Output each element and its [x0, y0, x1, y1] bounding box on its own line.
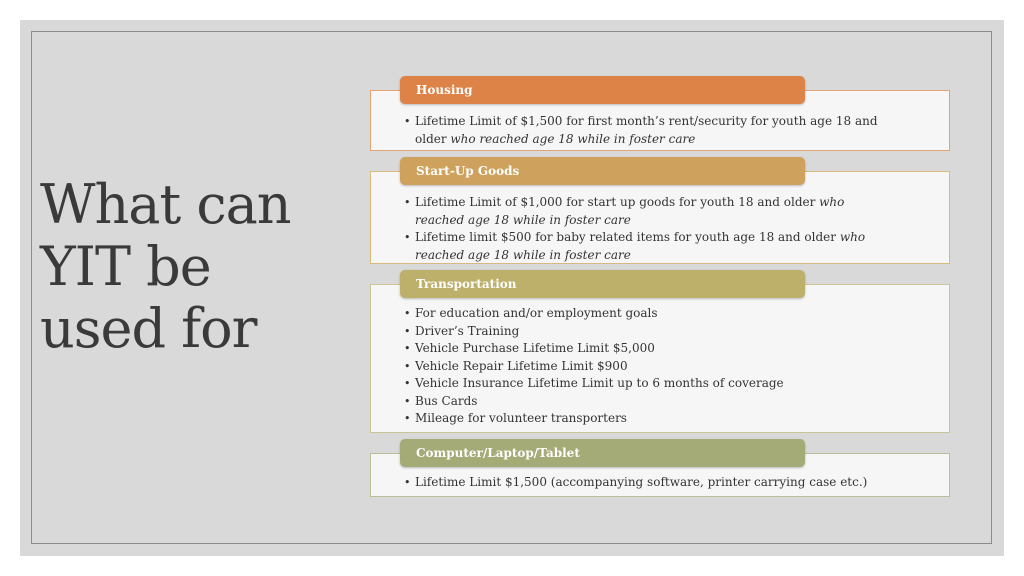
housing-header: Housing: [400, 76, 805, 104]
list-item: • Lifetime Limit of $1,500 for first month’s rent/security for youth age 18 and older who reached age 18 while in foster care: [415, 113, 949, 148]
list-item: • Lifetime limit $500 for baby related items for youth age 18 and older who reached age 18 while in foster care: [415, 229, 949, 264]
list-item: • Vehicle Repair Lifetime Limit $900: [415, 358, 949, 376]
list-item: • Vehicle Insurance Lifetime Limit up to 6 months of coverage: [415, 375, 949, 393]
list-item: • Vehicle Purchase Lifetime Limit $5,000: [415, 340, 949, 358]
transportation-list: [371, 305, 949, 428]
computer-list: [371, 474, 949, 492]
slide-title: [40, 174, 360, 360]
transportation-card: [370, 284, 950, 433]
list-item: • Driver’s Training: [415, 323, 949, 341]
list-item: • Lifetime Limit $1,500 (accompanying software, printer carrying case etc.): [415, 474, 949, 492]
list-item: • Mileage for volunteer transporters: [415, 410, 949, 428]
transportation-header: Transportation: [400, 270, 805, 298]
list-item: • Lifetime Limit of $1,000 for start up goods for youth 18 and older who reached age 18 while in foster care: [415, 194, 949, 229]
title-line-3: used for: [40, 297, 257, 360]
list-item: • For education and/or employment goals: [415, 305, 949, 323]
startup-goods-header: Start-Up Goods: [400, 157, 805, 185]
title-line-1: What can: [40, 173, 291, 236]
title-line-2: YIT be: [40, 235, 211, 298]
computer-header: Computer/Laptop/Tablet: [400, 439, 805, 467]
housing-list: [371, 113, 949, 148]
list-item: • Bus Cards: [415, 393, 949, 411]
startup-goods-list: [371, 194, 949, 264]
